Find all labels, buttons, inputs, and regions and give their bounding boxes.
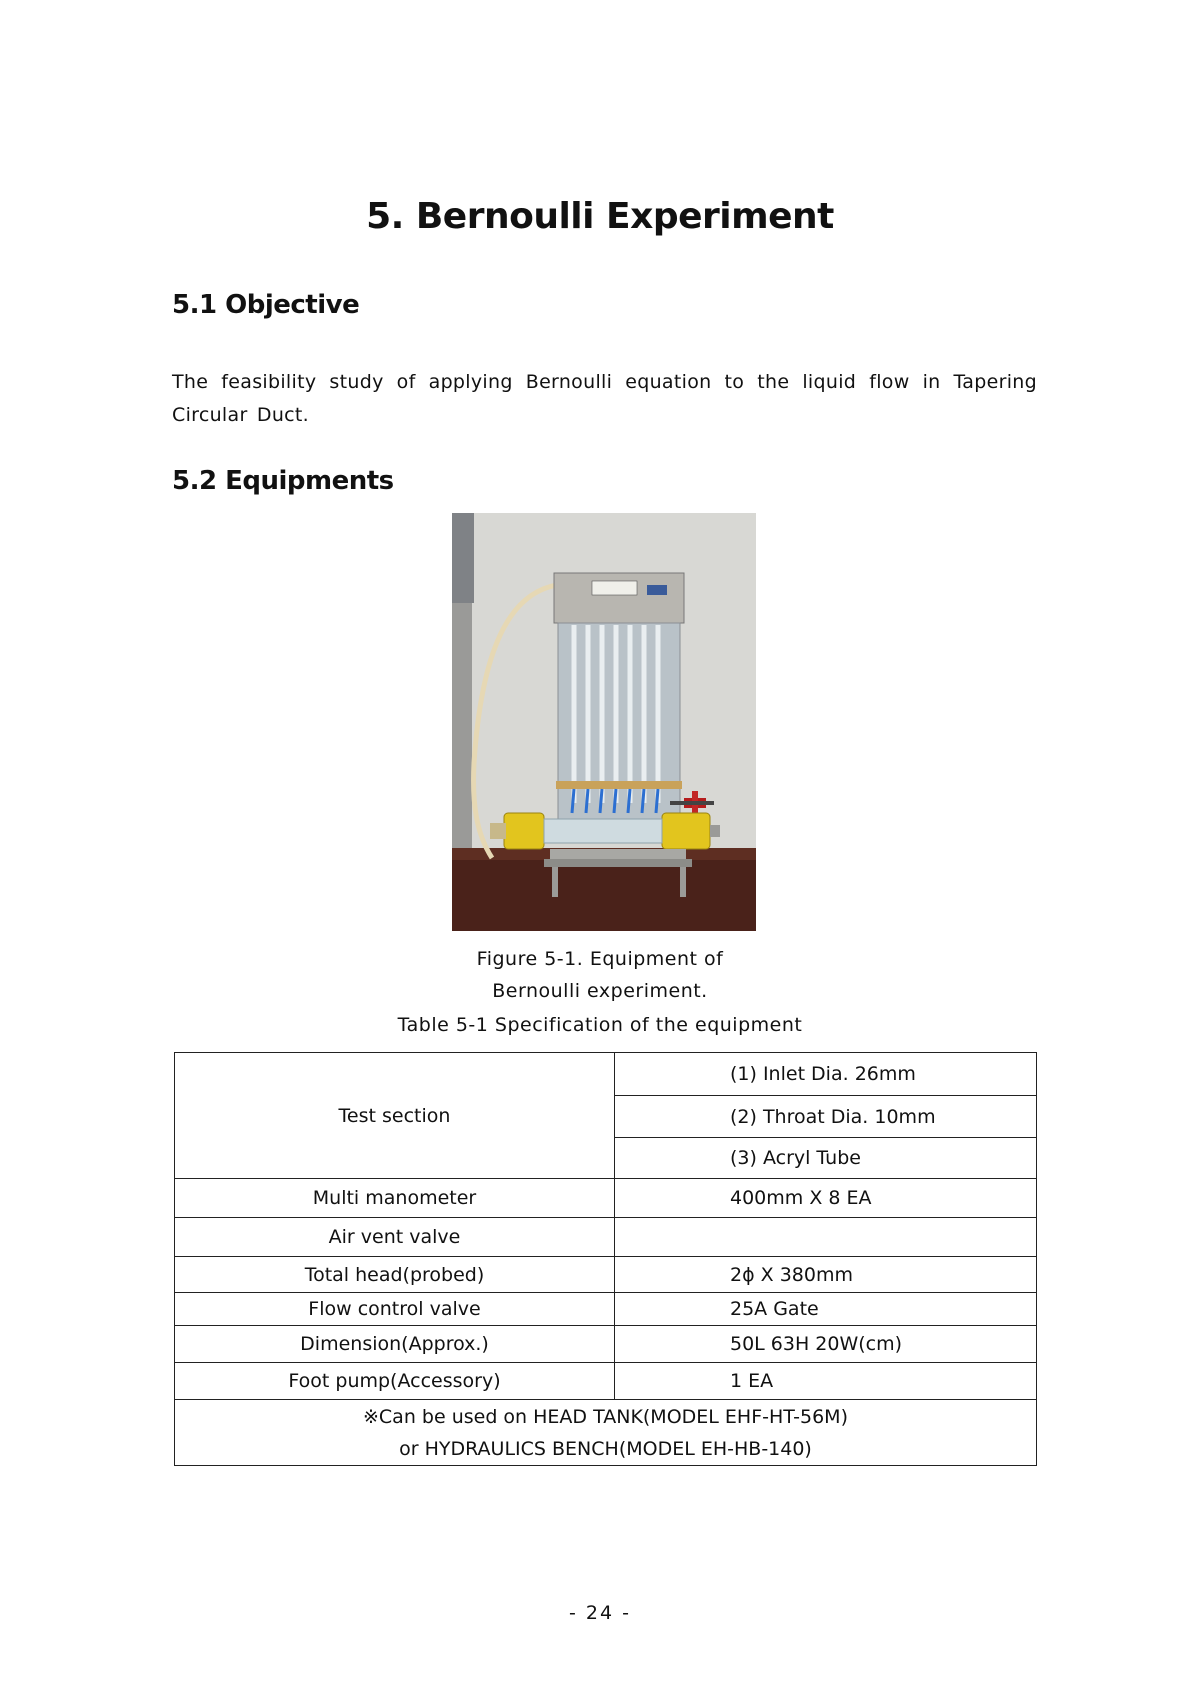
table-row	[175, 1293, 1037, 1326]
spec-value: 400mm X 8 EA	[615, 1179, 1037, 1218]
table-note-line-1: ※Can be used on HEAD TANK(MODEL EHF-HT-56M)	[363, 1405, 848, 1428]
spec-table	[174, 1052, 1037, 1466]
test-section-item-3: (3) Acryl Tube	[615, 1138, 1037, 1179]
spec-value: 1 EA	[615, 1363, 1037, 1400]
objective-paragraph: The feasibility study of applying Bernoulli equation to the liquid flow in Tapering Circular Duct.	[172, 371, 1037, 426]
spec-label: Foot pump(Accessory)	[175, 1363, 615, 1400]
spec-value	[615, 1218, 1037, 1257]
figure-caption-line-1: Figure 5-1. Equipment of	[476, 948, 724, 970]
spec-value: 2ϕ X 380mm	[615, 1257, 1037, 1293]
equipment-photo	[452, 513, 756, 931]
table-note-line-2: or HYDRAULICS BENCH(MODEL EH-HB-140)	[399, 1437, 812, 1460]
spec-label: Flow control valve	[175, 1293, 615, 1326]
section-heading-equipments: 5.2 Equipments	[172, 466, 394, 496]
test-section-item-2: (2) Throat Dia. 10mm	[615, 1096, 1037, 1138]
table-row	[175, 1363, 1037, 1400]
table-row	[175, 1218, 1037, 1257]
figure-caption-line-2: Bernoulli experiment.	[492, 980, 708, 1002]
spec-label: Air vent valve	[175, 1218, 615, 1257]
table-caption: Table 5-1 Specification of the equipment	[397, 1014, 803, 1036]
spec-label: Total head(probed)	[175, 1257, 615, 1293]
section-heading-objective: 5.1 Objective	[172, 290, 360, 320]
table-row	[175, 1400, 1037, 1466]
table-row	[175, 1326, 1037, 1363]
page-number: - 24 -	[569, 1602, 631, 1624]
table-row	[175, 1257, 1037, 1293]
spec-label: Dimension(Approx.)	[175, 1326, 615, 1363]
test-section-label: Test section	[175, 1053, 615, 1179]
table-row	[175, 1053, 1037, 1096]
spec-value: 25A Gate	[615, 1293, 1037, 1326]
table-row	[175, 1179, 1037, 1218]
spec-value: 50L 63H 20W(cm)	[615, 1326, 1037, 1363]
test-section-item-1: (1) Inlet Dia. 26mm	[615, 1053, 1037, 1096]
table-note	[175, 1400, 1037, 1466]
page-title: 5. Bernoulli Experiment	[366, 196, 834, 237]
spec-label: Multi manometer	[175, 1179, 615, 1218]
